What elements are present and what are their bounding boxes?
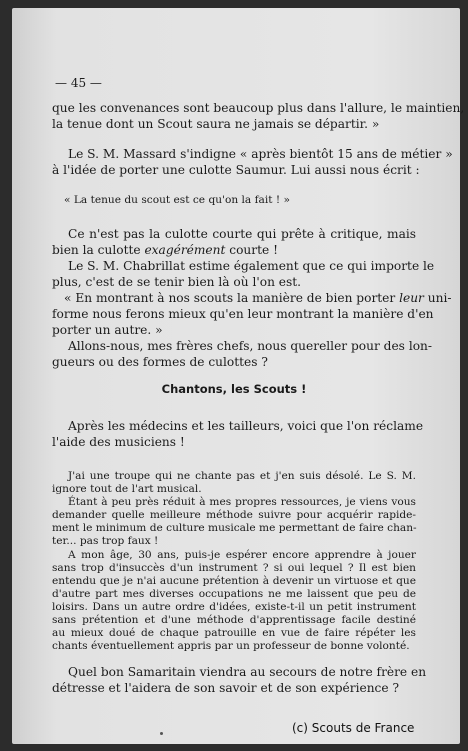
- letter-line: demander quelle meilleure méthode suivre pour acquérir rapide-: [52, 509, 416, 521]
- text-line: détresse et l'aidera de son savoir et de son expérience ?: [52, 681, 399, 695]
- text-span: courte !: [229, 243, 278, 257]
- letter-line: d'autre part mes diverses occupations ne me laissent que peu de: [52, 588, 416, 600]
- text-line: que les convenances sont beaucoup plus dans l'allure, le maintien,: [52, 101, 465, 115]
- text-line: Quel bon Samaritain viendra au secours de notre frère en: [68, 665, 427, 679]
- copyright-watermark: (c) Scouts de France: [292, 721, 415, 735]
- text-line: l'aide des musiciens !: [52, 435, 185, 449]
- letter-line: sans trop d'insuccès d'un instrument ? si oui lequel ? Il est bien: [52, 562, 416, 574]
- book-page: [12, 8, 465, 744]
- emphasis-text: exagérément: [144, 243, 226, 257]
- text-line: forme nous ferons mieux qu'en leur montrant la manière d'en: [52, 307, 434, 321]
- text-line: [64, 290, 452, 306]
- letter-line: sans prétention et d'une méthode d'apprentissage facile destiné: [52, 614, 416, 626]
- text-line: gueurs ou des formes de culottes ?: [52, 355, 268, 369]
- section-heading: Chantons, les Scouts !: [161, 382, 307, 396]
- text-line: Allons-nous, mes frères chefs, nous quereller pour des lon-: [68, 339, 433, 353]
- text-line: la tenue dont un Scout saura ne jamais se départir. »: [52, 117, 380, 131]
- letter-line: Étant à peu près réduit à mes propres ressources, je viens vous: [68, 496, 416, 508]
- letter-line: ter... pas trop faux !: [52, 535, 159, 547]
- text-line: porter un autre. »: [52, 323, 163, 337]
- letter-line: chants éventuellement appris par un professeur de bonne volonté.: [52, 640, 410, 652]
- text-span: uni-: [427, 291, 452, 305]
- letter-line: J'ai une troupe qui ne chante pas et j'en suis désolé. Le S. M.: [68, 470, 416, 482]
- quote-line: « La tenue du scout est ce qu'on la fait ! »: [64, 194, 290, 206]
- text-line: [52, 242, 416, 258]
- letter-line: loisirs. Dans un autre ordre d'idées, existe-t-il un petit instrument: [52, 601, 416, 613]
- ink-speck: [160, 732, 163, 735]
- letter-line: entendu que je n'ai aucune prétention à devenir un virtuose et que: [52, 575, 416, 587]
- page-number: — 45 —: [55, 76, 102, 90]
- letter-line: ignore tout de l'art musical.: [52, 483, 202, 495]
- letter-line: A mon âge, 30 ans, puis-je espérer encore apprendre à jouer: [68, 549, 416, 561]
- text-span: bien la culotte: [52, 243, 141, 257]
- text-line: Le S. M. Chabrillat estime également que ce qui importe le: [68, 259, 435, 273]
- letter-line: au mieux doué de chaque patrouille en vue de faire répéter les: [52, 627, 416, 639]
- text-span: « En montrant à nos scouts la manière de bien porter: [64, 291, 396, 305]
- text-line: plus, c'est de se tenir bien là où l'on est.: [52, 275, 302, 289]
- text-line: Ce n'est pas la culotte courte qui prête à critique, mais: [68, 227, 416, 241]
- text-line: Le S. M. Massard s'indigne « après bientôt 15 ans de métier »: [68, 147, 453, 161]
- text-line: Après les médecins et les tailleurs, voici que l'on réclame: [68, 419, 424, 433]
- text-line: à l'idée de porter une culotte Saumur. Lui aussi nous écrit :: [52, 163, 420, 177]
- emphasis-text: leur: [399, 291, 424, 305]
- letter-line: ment le minimum de culture musicale me permettant de faire chan-: [52, 522, 417, 534]
